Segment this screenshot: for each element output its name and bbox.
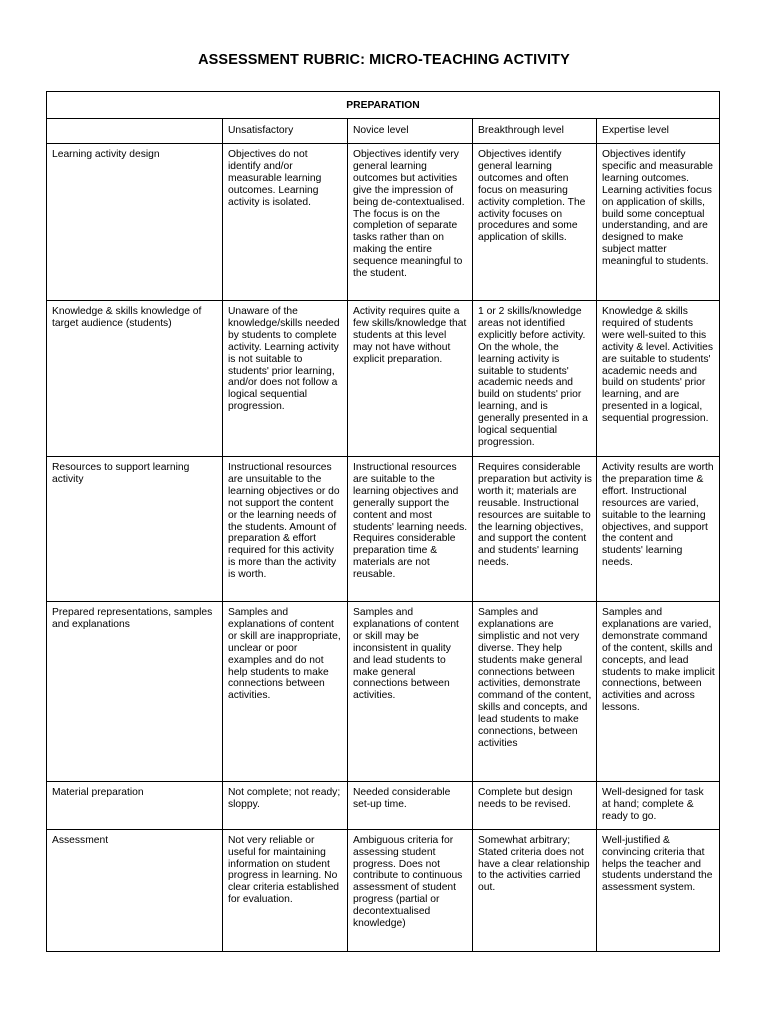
rubric-cell: Objectives do not identify and/or measurable learning outcomes. Learning activity is isolated. — [223, 144, 348, 301]
rubric-cell: Samples and explanations are varied, demonstrate command of the content, skills and concepts, and lead students to make implicit connections, between activities and across lessons. — [597, 602, 720, 782]
rubric-cell: Activity requires quite a few skills/knowledge that students at this level may not have without explicit preparation. — [348, 301, 473, 457]
rubric-cell: Instructional resources are unsuitable to the learning objectives or do not support the content or the learning needs of the students. Amount of preparation & effort required for this activity is more than the activity is worth. — [223, 457, 348, 602]
criterion-cell: Knowledge & skills knowledge of target audience (students) — [47, 301, 223, 457]
criterion-cell: Learning activity design — [47, 144, 223, 301]
page-title: ASSESSMENT RUBRIC: MICRO-TEACHING ACTIVITY — [198, 52, 570, 68]
rubric-cell: Samples and explanations of content or skill are inappropriate, unclear or poor examples and do not help students to make connections between activities. — [223, 602, 348, 782]
level-header-unsatisfactory: Unsatisfactory — [223, 119, 348, 144]
rubric-cell: Needed considerable set-up time. — [348, 782, 473, 830]
rubric-cell: Instructional resources are suitable to the learning objectives and generally support the content and most students' learning needs. Requires considerable preparation time & materials are not reusable. — [348, 457, 473, 602]
criterion-cell: Prepared representations, samples and explanations — [47, 602, 223, 782]
rubric-cell: Unaware of the knowledge/skills needed by students to complete activity. Learning activity is not suitable to students' prior learning, and/or does not follow a logical sequential progression. — [223, 301, 348, 457]
rubric-cell: Requires considerable preparation but activity is worth it; materials are reusable. Instructional resources are suitable to the learning objectives, and support the content and students' learning needs. — [473, 457, 597, 602]
rubric-cell: 1 or 2 skills/knowledge areas not identified explicitly before activity. On the whole, the learning activity is suitable to students' academic needs and build on students' prior learning, and is generally presented in a logical sequential progression. — [473, 301, 597, 457]
levels-header-row — [47, 119, 720, 144]
level-header-novice: Novice level — [348, 119, 473, 144]
criterion-header-cell — [47, 119, 223, 144]
section-header-row — [47, 92, 720, 119]
rubric-cell: Well-designed for task at hand; complete & ready to go. — [597, 782, 720, 830]
rubric-cell: Objectives identify general learning outcomes and often focus on measuring activity completion. The activity focuses on procedures and some application of skills. — [473, 144, 597, 301]
table-row — [47, 829, 720, 951]
rubric-cell: Well-justified & convincing criteria that helps the teacher and students understand the assessment system. — [597, 829, 720, 951]
table-row — [47, 457, 720, 602]
rubric-cell: Somewhat arbitrary; Stated criteria does not have a clear relationship to the activities carried out. — [473, 829, 597, 951]
level-header-expertise: Expertise level — [597, 119, 720, 144]
section-header: PREPARATION — [47, 92, 720, 119]
table-row — [47, 144, 720, 301]
rubric-cell: Objectives identify very general learning outcomes but activities give the impression of being de-contextualised. The focus is on the completion of separate tasks rather than on making the entire sequence meaningful to the student. — [348, 144, 473, 301]
rubric-cell: Complete but design needs to be revised. — [473, 782, 597, 830]
level-header-breakthrough: Breakthrough level — [473, 119, 597, 144]
rubric-cell: Not complete; not ready; sloppy. — [223, 782, 348, 830]
rubric-table — [46, 91, 720, 952]
rubric-cell: Samples and explanations of content or skill may be inconsistent in quality and lead students to make general connections between activities. — [348, 602, 473, 782]
table-row — [47, 782, 720, 830]
rubric-cell: Samples and explanations are simplistic and not very diverse. They help students make general connections between activities, demonstrate command of the content, skills and concepts, and lead students to make connections, between activities — [473, 602, 597, 782]
criterion-cell: Resources to support learning activity — [47, 457, 223, 602]
rubric-cell: Not very reliable or useful for maintaining information on student progress in learning. No clear criteria established for evaluation. — [223, 829, 348, 951]
criterion-cell: Assessment — [47, 829, 223, 951]
rubric-cell: Activity results are worth the preparation time & effort. Instructional resources are varied, suitable to the learning objectives, and support the content and students' learning needs. — [597, 457, 720, 602]
table-row — [47, 301, 720, 457]
rubric-cell: Ambiguous criteria for assessing student progress. Does not contribute to continuous assessment of student progress (partial or decontextualised knowledge) — [348, 829, 473, 951]
rubric-cell: Knowledge & skills required of students were well-suited to this activity & level. Activities are suitable to students' academic needs and build on students' prior learning, and are presented in a logical, sequential progression. — [597, 301, 720, 457]
criterion-cell: Material preparation — [47, 782, 223, 830]
table-row — [47, 602, 720, 782]
rubric-cell: Objectives identify specific and measurable learning outcomes. Learning activities focus on application of skills, build some conceptual understanding, and are designed to make subject matter meaningful to students. — [597, 144, 720, 301]
